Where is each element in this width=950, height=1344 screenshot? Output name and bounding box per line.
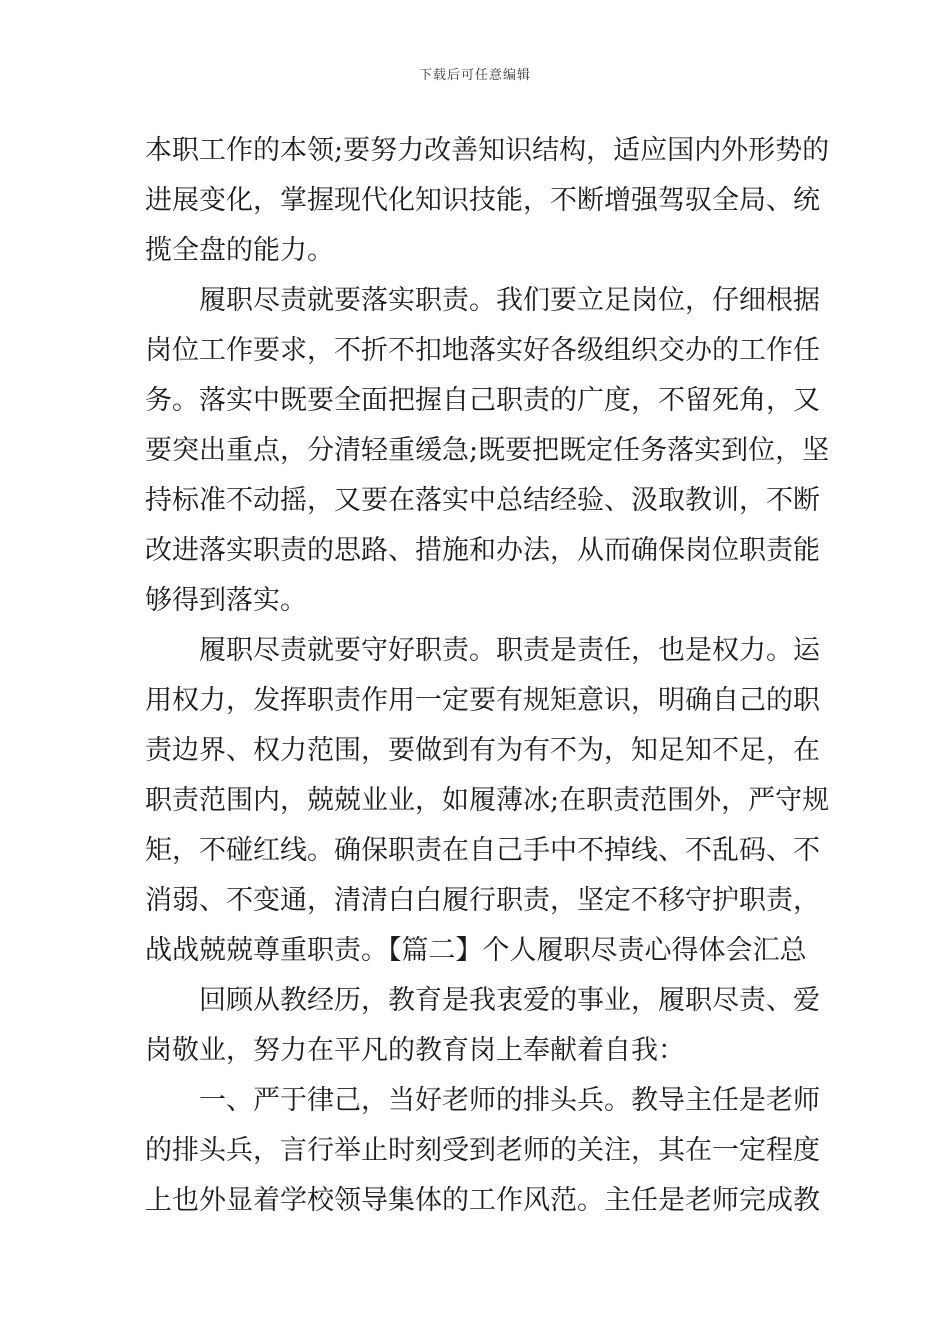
text-line: 回顾从教经历，教育是我衷爱的事业，履职尽责、爱 xyxy=(145,985,820,1016)
text-line: 消弱、不变通，清清白白履行职责，坚定不移守护职责， xyxy=(145,885,820,916)
text-line: 上也外显着学校领导集体的工作风范。主任是老师完成教 xyxy=(145,1185,820,1216)
text-line: 够得到落实。 xyxy=(145,585,307,616)
text-line: 揽全盘的能力。 xyxy=(145,235,334,266)
text-line: 职责范围内，兢兢业业，如履薄冰;在职责范围外，严守规 xyxy=(145,785,830,816)
text-line: 矩，不碰红线。确保职责在自己手中不掉线、不乱码、不 xyxy=(145,835,820,866)
text-line: 要突出重点，分清轻重缓急;既要把既定任务落实到位，坚 xyxy=(145,435,830,466)
text-line: 岗敬业，努力在平凡的教育岗上奉献着自我： xyxy=(145,1035,685,1066)
text-line: 的排头兵，言行举止时刻受到老师的关注，其在一定程度 xyxy=(145,1135,820,1166)
text-line: 岗位工作要求，不折不扣地落实好各级组织交办的工作任 xyxy=(145,335,820,366)
text-line: 一、严于律己，当好老师的排头兵。教导主任是老师 xyxy=(145,1085,820,1116)
text-line: 本职工作的本领;要努力改善知识结构，适应国内外形势的 xyxy=(145,135,830,166)
text-line: 履职尽责就要守好职责。职责是责任，也是权力。运 xyxy=(145,635,820,666)
text-line: 履职尽责就要落实职责。我们要立足岗位，仔细根据 xyxy=(145,285,820,316)
text-line: 务。落实中既要全面把握自己职责的广度，不留死角，又 xyxy=(145,385,820,416)
text-line: 进展变化，掌握现代化知识技能，不断增强驾驭全局、统 xyxy=(145,185,820,216)
page-header: 下载后可任意编辑 xyxy=(418,68,531,83)
text-line: 战战兢兢尊重职责。【篇二】个人履职尽责心得体会汇总 xyxy=(145,935,807,966)
text-line: 用权力，发挥职责作用一定要有规矩意识，明确自己的职 xyxy=(145,685,820,716)
text-line: 改进落实职责的思路、措施和办法，从而确保岗位职责能 xyxy=(145,535,820,566)
document-body xyxy=(145,126,830,1226)
text-line: 责边界、权力范围，要做到有为有不为，知足知不足，在 xyxy=(145,735,820,766)
text-line: 持标准不动摇，又要在落实中总结经验、汲取教训，不断 xyxy=(145,485,820,516)
